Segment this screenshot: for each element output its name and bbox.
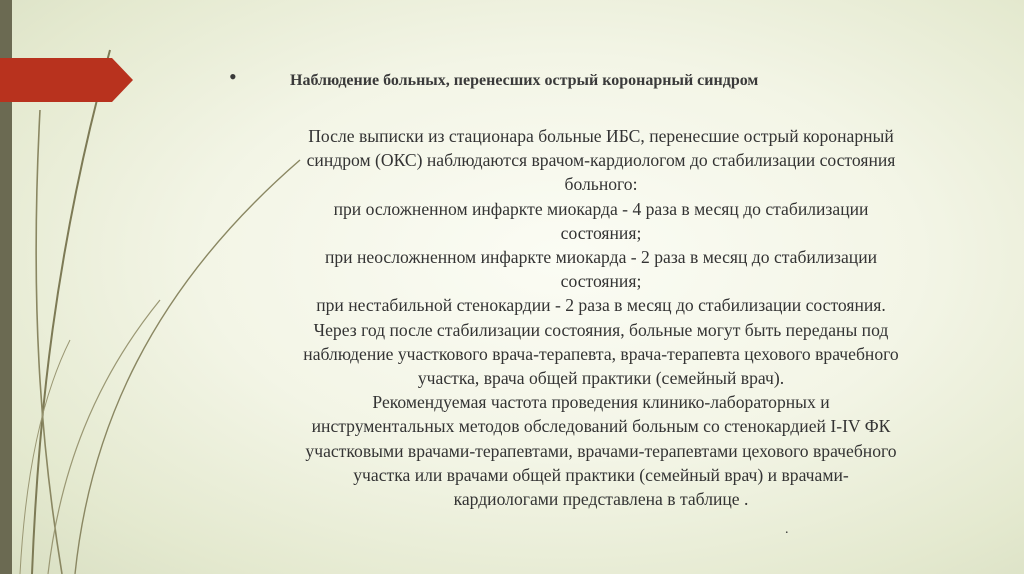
body-line: участка или врачами общей практики (семейный врач) и врачами- [353, 464, 849, 485]
body-line: инструментальных методов обследований больным со стенокардией I-IV ФК [311, 416, 891, 437]
body-line: кардиологами представлена в таблице . [453, 489, 749, 510]
body-line: при неосложненном инфаркте миокарда - 2 раза в месяц до стабилизации [324, 247, 878, 268]
body-line: состояния; [560, 271, 642, 292]
body-line: участковыми врачами-терапевтами, врачами-терапевтами цехового врачебного [305, 440, 897, 461]
body-line: Через год после стабилизации состояния, больные могут быть переданы под [313, 319, 889, 340]
body-line: больного: [564, 174, 638, 195]
slide-heading: Наблюдение больных, перенесших острый коронарный синдром [290, 72, 759, 89]
body-line: После выписки из стационара больные ИБС, перенесшие острый коронарный [308, 126, 894, 146]
curve-stem-1 [32, 50, 110, 574]
body-line: Рекомендуемая частота проведения клинико-лабораторных и [372, 392, 830, 413]
body-line: при осложненном инфаркте миокарда - 4 раза в месяц до стабилизации [333, 198, 869, 219]
body-line: синдром (ОКС) наблюдаются врачом-кардиологом до стабилизации состояния [306, 150, 896, 171]
accent-arrow-banner [0, 58, 133, 102]
heading-bullet: • [229, 64, 237, 89]
slide-body-text [222, 124, 980, 511]
curve-stem-4 [48, 300, 160, 574]
body-line: состояния; [560, 222, 642, 243]
body-line: наблюдение участкового врача-терапевта, врача-терапевта цехового врачебного [303, 343, 899, 364]
body-line: при нестабильной стенокардии - 2 раза в месяц до стабилизации состояния. [316, 295, 886, 316]
body-line: участка, врача общей практики (семейный врач). [417, 368, 785, 389]
curve-stem-5 [20, 340, 70, 574]
curve-stem-2 [36, 110, 62, 574]
end-mark: . [785, 522, 789, 537]
